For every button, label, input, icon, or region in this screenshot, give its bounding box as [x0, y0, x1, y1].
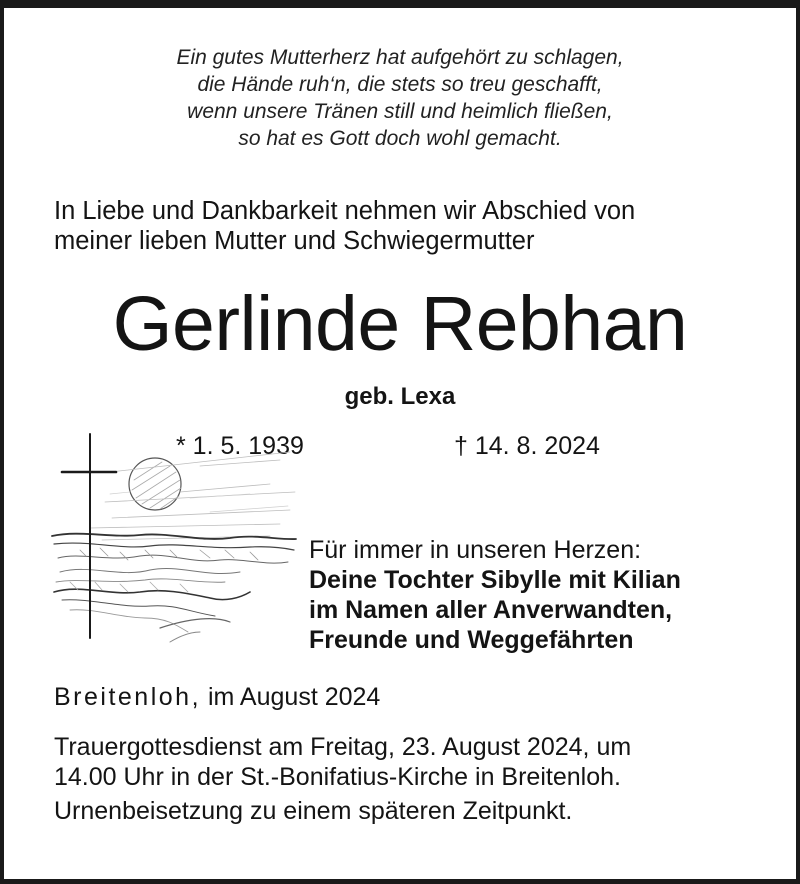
service-line: 14.00 Uhr in der St.-Bonifatius-Kirche in Breitenloh. [54, 763, 621, 791]
cross-landscape-sun-icon [50, 432, 300, 664]
mourner-line: im Namen aller Anverwandten, [309, 596, 673, 624]
mourner-line: Deine Tochter Sibylle mit Kilian [309, 566, 681, 594]
deceased-name: Gerlinde Rebhan [112, 281, 688, 367]
urn-note: Urnenbeisetzung zu einem späteren Zeitpunkt. [54, 797, 573, 825]
poem-line: wenn unsere Tränen still und heimlich fließen, [187, 100, 613, 123]
mourner-line: Freunde und Weggefährten [309, 626, 634, 654]
mourners-lead: Für immer in unseren Herzen: [309, 536, 642, 564]
poem-line: Ein gutes Mutterherz hat aufgehört zu schlagen, [176, 46, 624, 69]
poem [0, 44, 800, 152]
birth-date: * 1. 5. 1939 [176, 432, 304, 460]
intro-line: meiner lieben Mutter und Schwiegermutter [54, 227, 535, 255]
intro-line: In Liebe und Dankbarkeit nehmen wir Abschied von [54, 197, 636, 225]
place-name: Breitenloh, [54, 683, 202, 711]
service-line: Trauergottesdienst am Freitag, 23. August 2024, um [54, 733, 632, 761]
intro-text [54, 196, 774, 256]
place-date [54, 682, 380, 712]
notice-date: im August 2024 [207, 683, 381, 711]
poem-line: die Hände ruh‘n, die stets so treu geschafft, [197, 73, 603, 96]
poem-line: so hat es Gott doch wohl gemacht. [238, 127, 562, 150]
mourners-block [309, 535, 769, 655]
death-date: † 14. 8. 2024 [454, 432, 600, 460]
service-info [54, 732, 774, 792]
maiden-name: geb. Lexa [344, 383, 456, 410]
